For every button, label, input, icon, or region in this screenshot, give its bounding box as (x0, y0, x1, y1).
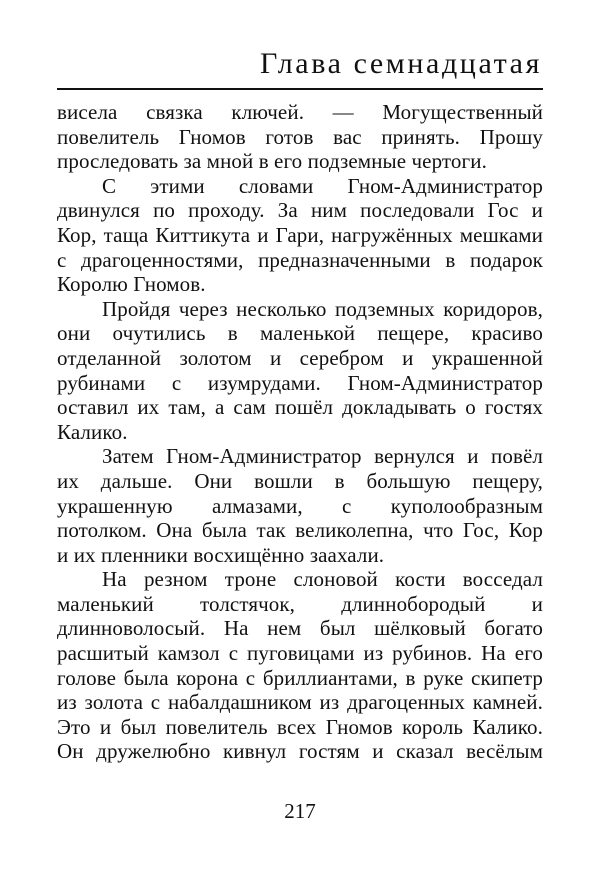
text-line: отделанной золотом и серебром и украшенной (57, 345, 543, 370)
paragraph (57, 174, 543, 297)
page-number: 217 (284, 799, 316, 823)
header-rule (57, 88, 543, 90)
text-line: потолком. Она была так великолепна, что Гос, Кор (57, 518, 543, 543)
text-line: голове была корона с бриллиантами, в руке скипетр (57, 665, 543, 690)
text-line: висела связка ключей. — Могущественный (57, 100, 543, 124)
text-line: они очутились в маленькой пещере, красиво (57, 321, 543, 346)
text-line: рубинами с изумрудами. Гном-Администратор (57, 370, 543, 395)
text-line: Кор, таща Киттикута и Гари, нагружённых мешками (57, 222, 543, 247)
text-line: оставил их там, а сам пошёл докладывать о гостях (57, 395, 543, 420)
text-line: Это и был повелитель всех Гномов король Калико. (57, 714, 543, 739)
text-line: На резном троне слоновой кости восседал (102, 567, 543, 592)
text-line: из золота с набалдашником из драгоценных камней. (57, 690, 543, 715)
text-line: Затем Гном-Администратор вернулся и повёл (102, 444, 543, 469)
paragraph (57, 444, 543, 567)
text-line: двинулся по проходу. За ним последовали Гос и (57, 198, 543, 223)
text-line: Пройдя через несколько подземных коридоров, (102, 296, 543, 321)
running-head: Глава семнадцатая (260, 47, 542, 80)
body-text (57, 100, 543, 764)
text-line: проследовать за мной в его подземные чертоги. (57, 149, 487, 174)
text-line: маленький толстячок, длиннобородый и (57, 591, 543, 616)
text-line: Он дружелюбно кивнул гостям и сказал весёлым (57, 739, 543, 764)
paragraph (57, 100, 543, 174)
paragraph (57, 297, 543, 445)
text-line: их дальше. Они вошли в большую пещеру, (57, 468, 543, 493)
text-line: длинноволосый. На нем был шёлковый богато (57, 616, 543, 641)
text-line: и их пленники восхищённо заахали. (57, 542, 385, 567)
text-line: Королю Гномов. (57, 272, 206, 297)
text-line: расшитый камзол с пуговицами из рубинов. На его (57, 641, 543, 666)
text-line: повелитель Гномов готов вас принять. Прошу (57, 124, 543, 149)
text-line: украшенную алмазами, с куполообразным (57, 493, 543, 518)
text-line: С этими словами Гном-Администратор (102, 173, 543, 198)
paragraph (57, 567, 543, 764)
text-line: Калико. (57, 419, 128, 444)
text-line: с драгоценностями, предназначенными в подарок (57, 247, 543, 272)
